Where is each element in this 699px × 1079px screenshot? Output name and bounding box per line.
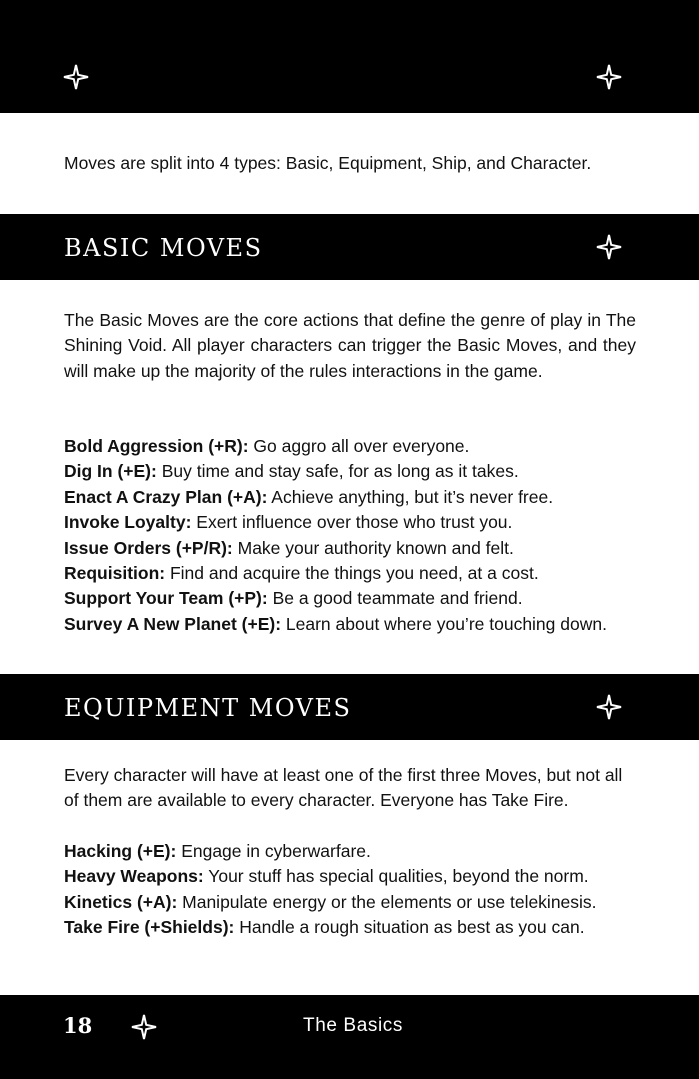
move-item xyxy=(64,510,636,535)
move-description: Your stuff has special qualities, beyond the norm. xyxy=(203,866,589,887)
move-description: Find and acquire the things you need, at a cost. xyxy=(165,563,539,584)
move-description: Handle a rough situation as best as you can. xyxy=(234,917,585,938)
section-heading-bar xyxy=(0,214,699,280)
section-heading-equipment-moves: EQUIPMENT MOVES xyxy=(64,694,352,722)
move-description: Achieve anything, but it’s never free. xyxy=(267,486,554,507)
move-description: Buy time and stay safe, for as long as it takes. xyxy=(156,461,519,482)
move-description: Exert influence over those who trust you. xyxy=(191,512,513,533)
four-point-star-icon xyxy=(596,694,622,720)
move-description: Go aggro all over everyone. xyxy=(248,436,470,456)
move-item xyxy=(64,612,636,637)
move-item xyxy=(64,485,636,510)
move-item xyxy=(64,864,636,889)
move-description: Manipulate energy or the elements or use telekinesis. xyxy=(177,891,597,912)
move-name: Bold Aggression (+R): xyxy=(64,436,249,456)
move-description: Engage in cyberwarfare. xyxy=(176,841,371,861)
equipment-moves-list xyxy=(64,839,636,941)
move-name: Take Fire (+Shields): xyxy=(64,917,235,938)
move-description: Be a good teammate and friend. xyxy=(267,588,523,609)
four-point-star-icon xyxy=(596,234,622,260)
move-name: Requisition: xyxy=(64,563,166,584)
move-item xyxy=(64,561,636,586)
move-name: Hacking (+E): xyxy=(64,841,177,861)
move-item xyxy=(64,586,636,611)
four-point-star-icon xyxy=(63,64,89,90)
page-number: 18 xyxy=(63,1013,93,1038)
equipment-moves-intro-paragraph: Every character will have at least one of the first three Moves, but not all of them are available to every character. Everyone has Take Fire. xyxy=(64,765,623,811)
move-description: Make your authority known and felt. xyxy=(232,537,514,558)
four-point-star-icon xyxy=(596,64,622,90)
four-point-star-icon xyxy=(131,1014,157,1040)
top-header-bar xyxy=(0,0,699,113)
move-name: Survey A New Planet (+E): xyxy=(64,613,282,634)
section-heading-bar xyxy=(0,674,699,740)
move-item xyxy=(64,459,636,484)
move-item xyxy=(64,839,636,864)
move-name: Dig In (+E): xyxy=(64,461,157,482)
move-item xyxy=(64,915,636,940)
basic-moves-intro-paragraph: The Basic Moves are the core actions that define the genre of play in The Shining Void. All player characters can trigger the Basic Moves, and they will make up the majority of the rules interactions in the game. xyxy=(64,310,636,381)
basic-moves-list xyxy=(64,434,636,637)
move-description: Learn about where you’re touching down. xyxy=(281,613,607,634)
move-name: Support Your Team (+P): xyxy=(64,588,268,609)
move-item xyxy=(64,434,636,459)
move-name: Issue Orders (+P/R): xyxy=(64,537,233,558)
intro-paragraph: Moves are split into 4 types: Basic, Equipment, Ship, and Character. xyxy=(64,153,592,173)
section-heading-basic-moves: BASIC MOVES xyxy=(64,234,263,262)
move-item xyxy=(64,890,636,915)
move-name: Enact A Crazy Plan (+A): xyxy=(64,486,268,507)
move-name: Kinetics (+A): xyxy=(64,891,178,912)
move-item xyxy=(64,536,636,561)
chapter-title: The Basics xyxy=(303,1015,403,1036)
move-name: Invoke Loyalty: xyxy=(64,512,192,533)
move-name: Heavy Weapons: xyxy=(64,866,204,887)
